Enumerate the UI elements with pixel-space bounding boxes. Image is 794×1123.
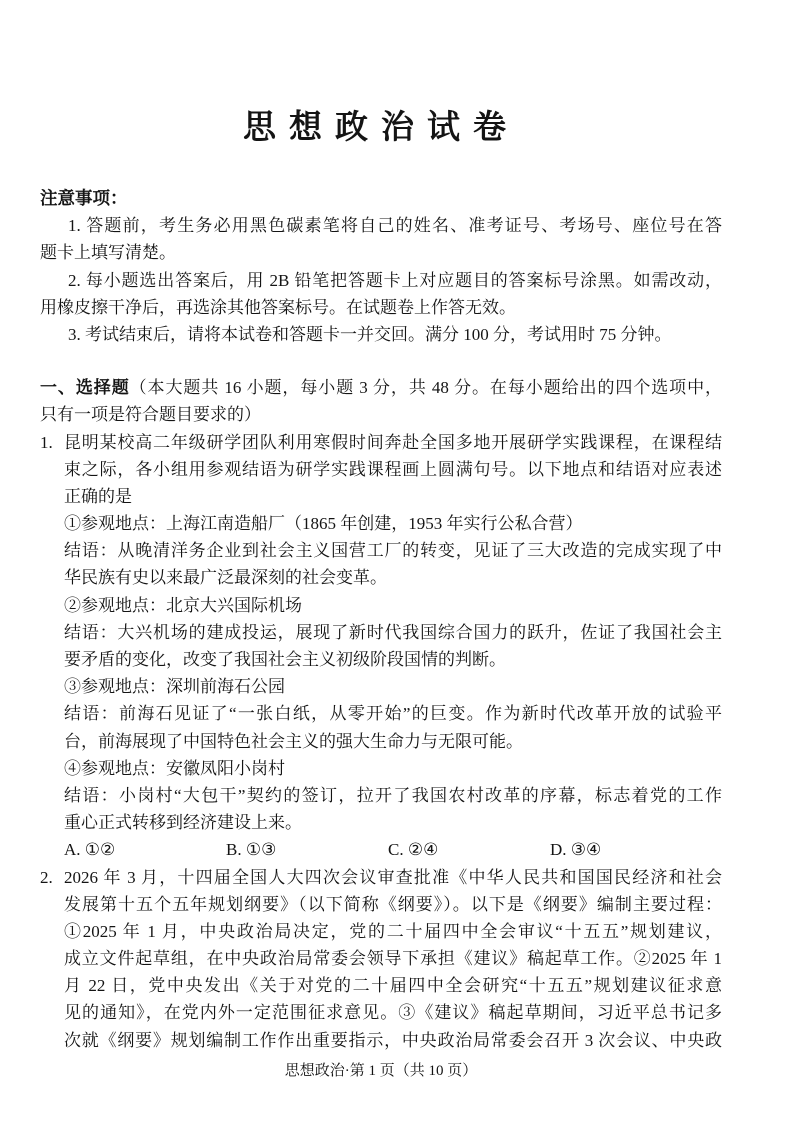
option-c: C. ②④ (388, 840, 439, 860)
option-a: A. ①② (64, 840, 116, 860)
question-line: 次就《纲要》规划编制工作作出重要指示，中央政治局常委会召开 3 次会议、中央政 (64, 1030, 722, 1050)
question-line: ②参观地点：北京大兴国际机场 (64, 595, 302, 615)
question-line: ①参观地点：上海江南造船厂（1865 年创建，1953 年实行公私合营） (64, 514, 583, 534)
question-line: 结语：从晚清洋务企业到社会主义国营工厂的转变，见证了三大改造的完成实现了中 (64, 541, 722, 561)
question-line: 发展第十五个五年规划纲要》（以下简称《纲要》）。以下是《纲要》编制主要过程： (64, 894, 722, 914)
question-line: 月 22 日，党中央发出《关于对党的二十届四中全会研究“十五五”规划建议征求意 (64, 976, 722, 996)
options-row (64, 836, 722, 863)
question-2-number: 2. (40, 867, 53, 887)
section-heading-rest: （本大题共 16 小题，每小题 3 分，共 48 分。在每小题给出的四个选项中， (129, 378, 723, 398)
notice-section (40, 185, 722, 348)
question-line: 台，前海展现了中国特色社会主义的强大生命力与无限可能。 (64, 731, 523, 751)
notice-heading: 注意事项： (40, 188, 128, 208)
question-line: 结语：前海石见证了“一张白纸，从零开始”的巨变。作为新时代改革开放的试验平 (64, 704, 722, 724)
question-line: 要矛盾的变化，改变了我国社会主义初级阶段国情的判断。 (64, 650, 506, 669)
notice-line: 题卡上填写清楚。 (40, 243, 176, 263)
section-1-heading (40, 374, 722, 428)
question-2 (40, 864, 722, 1054)
notice-line: 1. 答题前，考生务必用黑色碳素笔将自己的姓名、准考证号、考场号、座位号在答 (68, 216, 722, 236)
question-line: ③参观地点：深圳前海石公园 (64, 677, 285, 697)
question-line: ①2025 年 1 月，中央政治局决定，党的二十届四中全会审议“十五五”规划建议， (64, 921, 722, 941)
notice-line: 用橡皮擦干净后，再选涂其他答案标号。在试题卷上作答无效。 (40, 297, 516, 317)
question-1 (40, 429, 722, 864)
page-footer: 思想政治·第 1 页（共 10 页） (284, 1062, 478, 1079)
notice-line: 2. 每小题选出答案后，用 2B 铅笔把答题卡上对应题目的答案标号涂黑。如需改动， (68, 270, 722, 290)
question-line: 重心正式转移到经济建设上来。 (64, 813, 302, 833)
section-heading-bold: 一、选择题 (40, 378, 130, 398)
question-line: 束之际，各小组用参观结语为研学实践课程画上圆满句号。以下地点和结语对应表述 (64, 459, 722, 479)
question-line: 结语：小岗村“大包干”契约的签订，拉开了我国农村改革的序幕，标志着党的工作 (64, 785, 722, 805)
page-title: 思想政治试卷 (243, 110, 519, 146)
option-b: B. ①③ (226, 840, 277, 860)
section-heading-line: 只有一项是符合题目要求的） (40, 405, 261, 425)
section-heading-line (40, 374, 722, 401)
question-line: 见的通知》，在党内外一定范围征求意见。③《建议》稿起草期间，习近平总书记多 (64, 1003, 722, 1023)
question-line: 结语：大兴机场的建成投运，展现了新时代我国综合国力的跃升，佐证了我国社会主 (64, 622, 722, 642)
question-1-number: 1. (40, 432, 53, 452)
question-line: 昆明某校高二年级研学团队利用寒假时间奔赴全国多地开展研学实践课程，在课程结 (64, 432, 722, 452)
question-line: 正确的是 (64, 486, 132, 506)
option-d: D. ③④ (550, 840, 602, 860)
question-line: 2026 年 3 月，十四届全国人大四次会议审查批准《中华人民共和国国民经济和社会 (64, 867, 722, 887)
notice-line: 3. 考试结束后，请将本试卷和答题卡一并交回。满分 100 分，考试用时 75 分钟。 (68, 324, 672, 344)
question-line: 成立文件起草组，在中央政治局常委会领导下承担《建议》稿起草工作。②2025 年 1 (64, 949, 722, 969)
question-line: ④参观地点：安徽凤阳小岗村 (64, 758, 285, 778)
question-line: 华民族有史以来最广泛最深刻的社会变革。 (64, 568, 387, 588)
